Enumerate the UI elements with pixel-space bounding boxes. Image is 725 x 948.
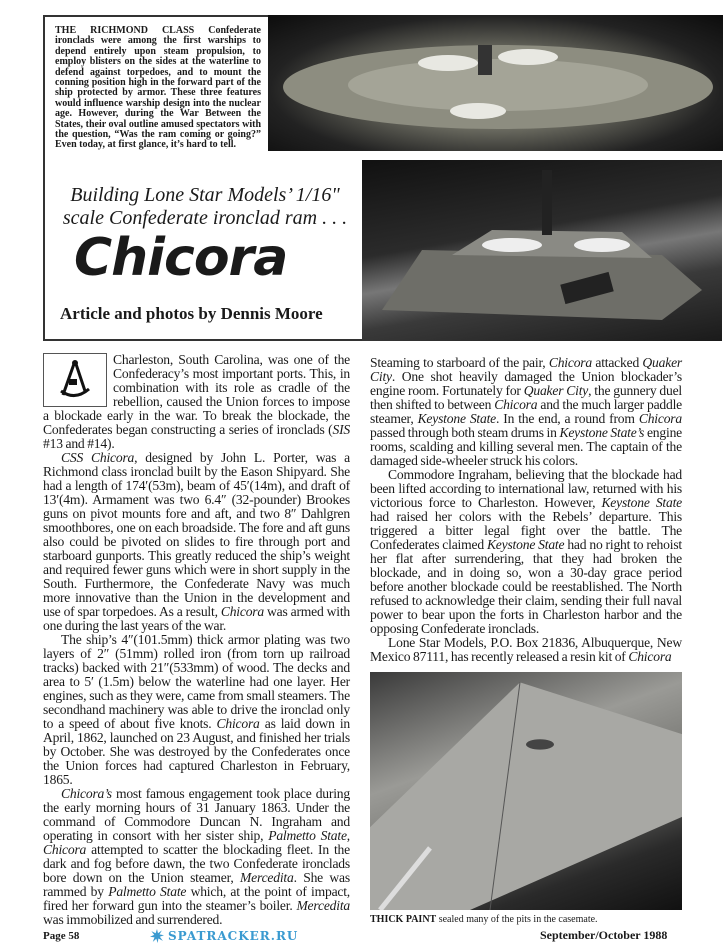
byline: Article and photos by Dennis Moore	[60, 304, 323, 323]
caption-text: sealed many of the pits in the casemate.	[436, 914, 598, 925]
right-column	[370, 356, 682, 664]
paragraph	[370, 636, 682, 664]
italic-text: Quaker City	[370, 355, 682, 384]
italic-text: Quaker City	[523, 383, 589, 398]
watermark-star-icon	[150, 929, 164, 943]
italic-text: CSS Chicora	[61, 450, 135, 465]
article-subtitle: Building Lone Star Models’ 1/16" scale Confederate ironclad ram . . .	[62, 184, 348, 229]
text-run: was immobilized and surrendered.	[43, 912, 223, 927]
italic-text: Palmetto State	[268, 828, 347, 843]
italic-text: Palmetto State	[108, 884, 187, 899]
text-run: was armed with one during the last years of the war.	[43, 604, 350, 633]
left-column	[43, 353, 350, 927]
text-run: had no right to rehoist her flat after surrendering, that they had broken the blockade, and in doing so, won a 30-day grace period before another blockade could be reestablished. The North refused to acknowledge their claim, sending their full naval power to bear upon the forts in Charleston harbor and the opposing Confederate ironclads.	[370, 537, 682, 636]
text-run: and the much larger paddle steamer,	[370, 397, 683, 426]
left-column-wrap	[43, 353, 350, 943]
italic-text: Keystone State	[417, 411, 497, 426]
text-run: Steaming to starboard of the pair,	[370, 355, 549, 370]
italic-text: Mercedita	[240, 870, 294, 885]
italic-text: Chicora	[548, 355, 592, 370]
text-run: . One shot heavily damaged the Union blockader’s engine room. Fortunately for	[370, 369, 682, 398]
paragraph	[370, 356, 682, 468]
text-run: attacked	[592, 355, 643, 370]
italic-text: Chicora	[638, 411, 682, 426]
italic-text: Mercedita	[296, 898, 350, 913]
paragraph	[370, 468, 682, 636]
text-run: Lone Star Models, P.O. Box 21836, Albuquerque, New Mexico 87111, has recently released a resin kit of	[370, 635, 682, 664]
sextant-icon	[43, 353, 107, 407]
italic-text: Chicora’s	[61, 786, 112, 801]
page-number: Page 58	[43, 930, 80, 942]
text-run: engine rooms, scalding and killing several men. The captain of the damaged side-wheeler struck his colors.	[370, 425, 682, 468]
photo-caption	[370, 914, 682, 926]
italic-text: Chicora	[216, 716, 260, 731]
text-run: . She was rammed by	[43, 870, 350, 899]
italic-text: Chicora	[220, 604, 264, 619]
text-run: which, at the point of impact, fired her forward gun into the steamer’s boiler.	[43, 884, 351, 913]
italic-text: Keystone State	[601, 495, 683, 510]
italic-text: Chicora	[43, 842, 87, 857]
issue-date: September/October 1988	[540, 928, 668, 942]
italic-text: Chicora	[494, 397, 538, 412]
ironclad-model-photo-side	[362, 160, 722, 341]
italic-text: SIS	[332, 422, 350, 437]
text-run: had raised her colors with the Rebels’ departure. This triggered a bitter legal fight over the battle. The Confederates claimed	[370, 509, 682, 552]
watermark: SPATRACKER.RU	[168, 929, 299, 943]
text-run: #13 and #14).	[43, 436, 115, 451]
article-title: Chicora	[74, 228, 288, 288]
right-column-wrap	[370, 356, 682, 926]
text-run: Commodore Ingraham, believing that the blockade had been lifted according to international law, returned with his victorious force to Charleston. However,	[370, 467, 682, 510]
casemate-closeup-photo	[370, 672, 682, 910]
italic-text: Chicora	[628, 649, 672, 664]
text-run: ,	[346, 828, 350, 843]
text-run: attempted to scatter the blockading fleet. In the dark and fog before dawn, the two Confederate ironclads bore down on the Union steamer,	[43, 842, 350, 885]
paragraph	[43, 451, 350, 633]
intro-caption: THE RICHMOND CLASS Confederate ironclads were among the first warships to depend entirely upon steam propulsion, to employ blisters on the sides at the waterline to defend against torpedoes, and to mount the conning position high in the forward part of the ship protected by armor. These three features would influence warship design into the nuclear age. However, during the War Between the States, their oval outline amused spectators with the question, “Was the ram coming or going?” Even today, at first glance, it’s hard to tell.	[55, 25, 261, 151]
text-run: , the gunnery duel then shifted to between	[370, 383, 682, 412]
text-run: most famous engagement took place during the early morning hours of 31 January 1863. Under the command of Commodore Duncan N. Ingraham and operating in consort with her sister ship,	[43, 786, 350, 843]
caption-lead: THICK PAINT	[370, 914, 437, 925]
text-run: Charleston, South Carolina, was one of the Confederacy’s most important ports. This, in combination with its role as cradle of the rebellion, caused the Union forces to impose a blockade early in the war. To break the blockade, the Confederates began constructing a series of ironclads (	[43, 352, 350, 437]
watermark-line	[150, 929, 298, 943]
text-run: passed through both steam drums in	[370, 425, 560, 440]
paragraph	[43, 787, 350, 927]
paragraph	[43, 633, 350, 787]
text-run: , designed by John L. Porter, was a Richmond class ironclad built by the Eason Shipyard. She had a length of 174′(53m), beam of 45′(14m), and draft of 13′(4m). Armament was two 6.4″ (32-pounder) Brookes guns on pivot mounts fore and aft, and two 8″ Dahlgren smoothbores, one on each broadside. The fore and aft guns also could be pivoted on slides to fire through port and starboard gunports. This greatly reduced the ship’s weight and required fewer guns which were in short supply in the South. Furthermore, the Confederate Navy was much more innovative than the Union in the development and use of spar torpedoes. As a result,	[43, 450, 350, 619]
text-run: . In the end, a round from	[496, 411, 639, 426]
italic-text: Keystone State’s	[559, 425, 645, 440]
text-run: The ship’s 4″(101.5mm) thick armor plating was two layers of 2″ (51mm) rolled iron (from torn up railroad tracks) backed with 21″(533mm) of wood. The decks and area to 5′ (1.5m) below the waterline had one layer. Her engines, such as they were, came from small steamers. The secondhand machinery was able to drive the ironclad only to a speed of about five knots.	[43, 632, 350, 731]
text-run: as laid down in April, 1862, launched on 23 August, and finished her trials by October. She was destroyed by the Confederates once the Union forces had captured Charleston in February, 1865.	[43, 716, 350, 787]
ironclad-model-photo-top	[268, 15, 723, 151]
italic-text: Keystone State	[486, 537, 565, 552]
